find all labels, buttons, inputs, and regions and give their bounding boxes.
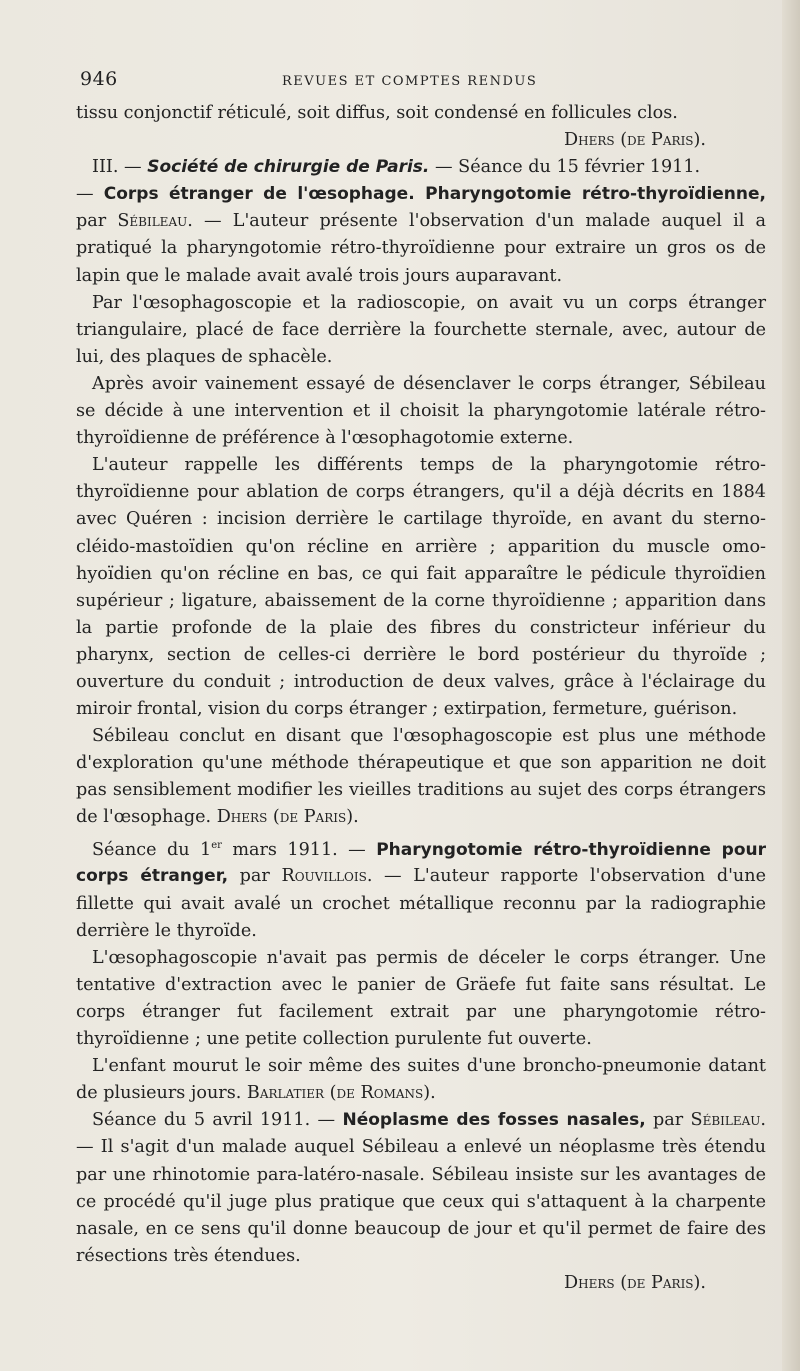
article-title-1: Corps étranger de l'œsophage. Pharyngotomie rétro-thyroïdienne, <box>103 184 766 205</box>
signature-dhers-1: Dhers (de Paris). <box>564 130 706 151</box>
article-title-3: Néoplasme des fosses nasales, <box>342 1110 646 1131</box>
paragraph-6: L'auteur rappelle les différents temps de la pharyngotomie rétro-thyroïdienne pour ablation de corps étrangers, qu'il a déjà décrits en 1884 avec Quéren : incision derrière le cartilage thyroïde, en avant du sterno-cléido-mastoïdien qu'on récline en arrière ; apparition du muscle omo-hyoïdien qu'on récline en bas, ce qui fait apparaître le pédicule thyroïdien supérieur ; ligature, abaissement de la corne thyroïdienne ; apparition dans la partie profonde de la plaie des fibres du constricteur inférieur du pharynx, section de celles-ci derrière le bord postérieur du thyroïde ; ouverture du conduit ; introduction de deux valves, grâce à l'éclairage du miroir frontal, vision du corps étranger ; extirpation, fermeture, guérison. <box>76 455 766 720</box>
paragraph-1-text: tissu conjonctif réticulé, soit diffus, soit condensé en follicules clos. <box>76 103 678 123</box>
signature-barlatier: Barlatier (de Romans). <box>246 1083 436 1104</box>
paragraph-10-text: L'enfant mourut le soir même des suites d'une broncho-pneumonie datant de plusieurs jours. <box>76 1056 766 1104</box>
author-sebileau-1: Sébileau <box>117 211 188 232</box>
par-word: par <box>645 1110 691 1131</box>
par-word: par <box>228 866 282 887</box>
running-head: REVUES ET COMPTES RENDUS <box>282 74 538 89</box>
paragraph-7-text: Sébileau conclut en disant que l'œsophagoscopie est plus une méthode d'exploration qu'une méthode thérapeutique et que son apparition ne doit pas sensiblement modifier les vieilles traditions au sujet des corps étrangers de l'œsophage. <box>76 726 766 828</box>
paragraph-11-text: . — Il s'agit d'un malade auquel Sébileau a enlevé un néoplasme très étendu par une rhinotomie para-latéro-nasale. Sébileau insiste sur les avantages de ce procédé qu'il juge plus pratique que ceux qui s'attaquent à la charpente nasale, en ce sens qu'il donne beaucoup de jour et qu'il permet de faire des résections très étendues. <box>76 1110 766 1266</box>
page-number: 946 <box>80 68 118 90</box>
paragraph-corps-etranger <box>76 181 766 289</box>
paragraph-4: Par l'œsophagoscopie et la radioscopie, on avait vu un corps étranger triangulaire, placé de face derrière la fourchette sternale, avec, autour de lui, des plaques de sphacèle. <box>76 292 766 367</box>
paragraph-3-text: . — L'auteur présente l'observation d'un malade auquel il a pratiqué la pharyngotomie rétro-thyroïdienne pour extraire un gros os de lapin que le malade avait avalé trois jours auparavant. <box>76 211 766 286</box>
signature-dhers-3: Dhers (de Paris). <box>564 1272 706 1293</box>
paragraph-5: Après avoir vainement essayé de désenclaver le corps étranger, Sébileau se décide à une intervention et il choisit la pharyngotomie latérale rétro-thyroïdienne de préférence à l'œsophagotomie externe. <box>76 373 766 449</box>
society-name: Société de chirurgie de Paris. <box>147 157 430 178</box>
paragraph-7 <box>76 723 766 831</box>
paragraph-1 <box>76 100 766 154</box>
seance-label-2: Séance du 1 <box>92 839 212 860</box>
article-body <box>76 100 766 1297</box>
section-roman-numeral: III. — <box>92 157 148 178</box>
author-sebileau-2: Sébileau <box>690 1110 761 1131</box>
paragraph-8-text: . — L'auteur rapporte l'observation d'une fillette qui avait avalé un crochet métallique reconnu par la radiographie derrière le thyroïde. <box>76 866 766 941</box>
superscript-er: er <box>211 839 222 851</box>
page-header <box>76 60 760 100</box>
paragraph-10 <box>76 1053 766 1107</box>
dash: — <box>76 184 104 205</box>
article-title-2: Pharyngotomie rétro-thyroïdienne pour corps étranger, <box>76 839 766 887</box>
seance-date-1: — Séance du 15 février 1911. <box>429 157 701 178</box>
seance-date-3: Séance du 5 avril 1911. — <box>92 1110 343 1131</box>
paragraph-11 <box>76 1107 766 1297</box>
paragraph-8 <box>76 832 766 945</box>
page-edge-shadow <box>782 0 800 1371</box>
signature-dhers-2: Dhers (de Paris). <box>216 807 359 828</box>
paragraph-society-heading <box>76 154 766 181</box>
seance-date-2: mars 1911. — <box>221 839 377 860</box>
paragraph-9: L'œsophagoscopie n'avait pas permis de déceler le corps étranger. Une tentative d'extraction avec le panier de Gräefe fut faite sans résultat. Le corps étranger fut facilement extrait par une pharyngotomie rétro-thyroïdienne ; une petite collection purulente fut ouverte. <box>76 947 766 1050</box>
author-rouvillois: Rouvillois <box>281 866 367 887</box>
par-word: par <box>76 211 118 232</box>
